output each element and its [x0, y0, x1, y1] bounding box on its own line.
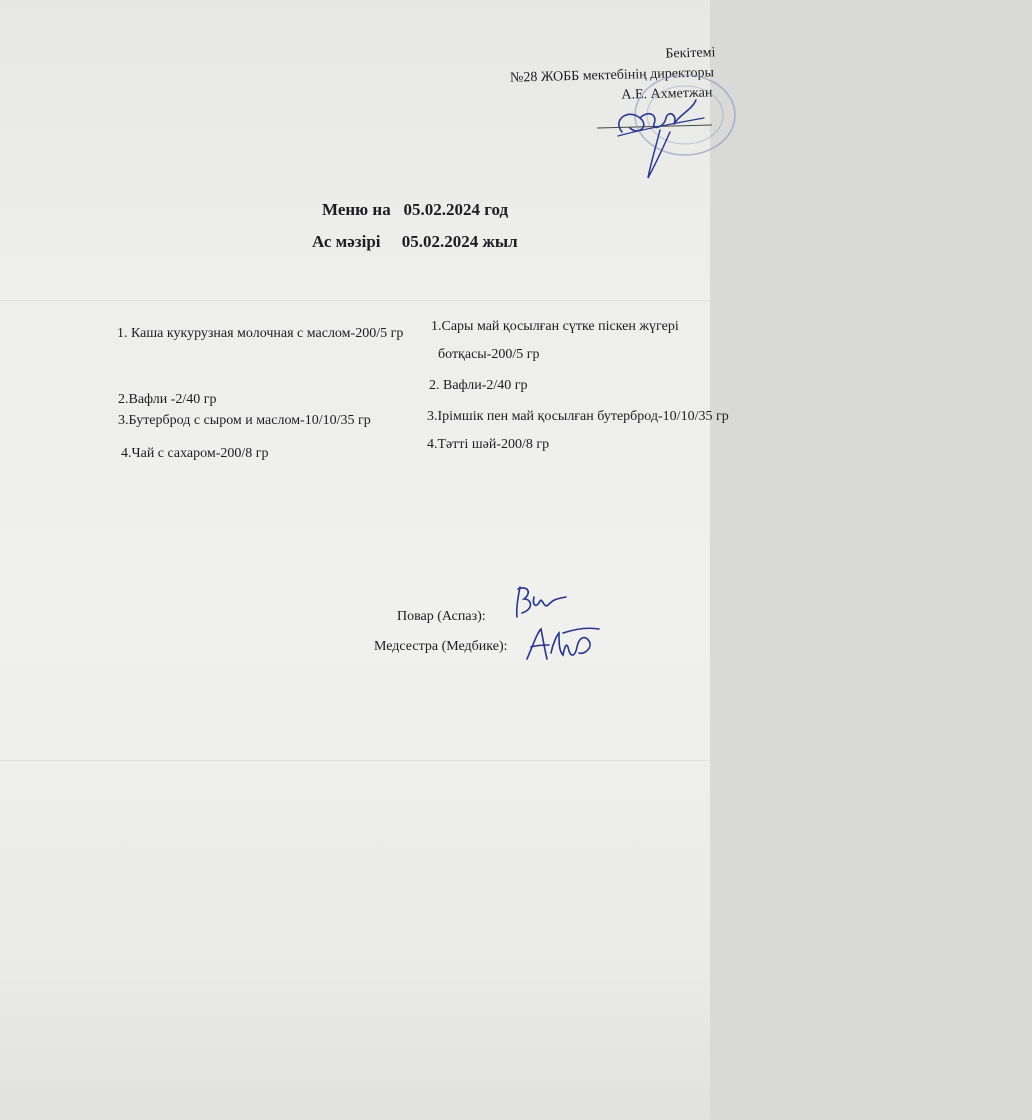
menu-title-ru: [322, 200, 1032, 220]
menu-title-kk: [312, 232, 1022, 252]
menu-date-ru: 05.02.2024 год: [403, 200, 509, 219]
menu-item-kk: 4.Тәтті шәй-200/8 гр: [427, 437, 550, 452]
cook-signature: [508, 583, 570, 623]
director-stamp-signature: [600, 70, 710, 185]
menu-item-kk: 2. Вафли-2/40 гр: [429, 378, 528, 393]
approval-title: Бекітемі: [665, 45, 716, 62]
menu-item-kk: 3.Ірімшік пен май қосылған бутерброд-10/10/35 гр: [427, 409, 729, 424]
paper-fold-line: [0, 300, 710, 301]
approval-director-name: А.Е. Ахметжан: [621, 85, 713, 103]
paper-fold-line: [0, 760, 710, 761]
menu-title-kk-label: Ас мәзірі: [312, 232, 381, 251]
menu-title-ru-label: Меню на: [322, 200, 391, 219]
menu-item-kk-continued: ботқасы-200/5 гр: [438, 347, 540, 362]
nurse-signature: [523, 623, 603, 665]
menu-item-ru: 3.Бутерброд с сыром и маслом-10/10/35 гр: [118, 413, 371, 428]
approval-position: №28 ЖОББ мектебінің директоры: [509, 65, 715, 86]
cook-label: Повар (Аспаз):: [397, 609, 486, 624]
menu-item-kk: 1.Сары май қосылған сүтке піскен жүгері: [431, 319, 679, 334]
menu-item-ru: 2.Вафли -2/40 гр: [118, 392, 217, 407]
menu-item-ru: 1. Каша кукурузная молочная с маслом-200/5 гр: [117, 326, 404, 341]
menu-item-ru: 4.Чай с сахаром-200/8 гр: [121, 446, 269, 461]
menu-date-kk: 05.02.2024 жыл: [401, 232, 518, 251]
nurse-label: Медсестра (Медбике):: [374, 639, 508, 654]
